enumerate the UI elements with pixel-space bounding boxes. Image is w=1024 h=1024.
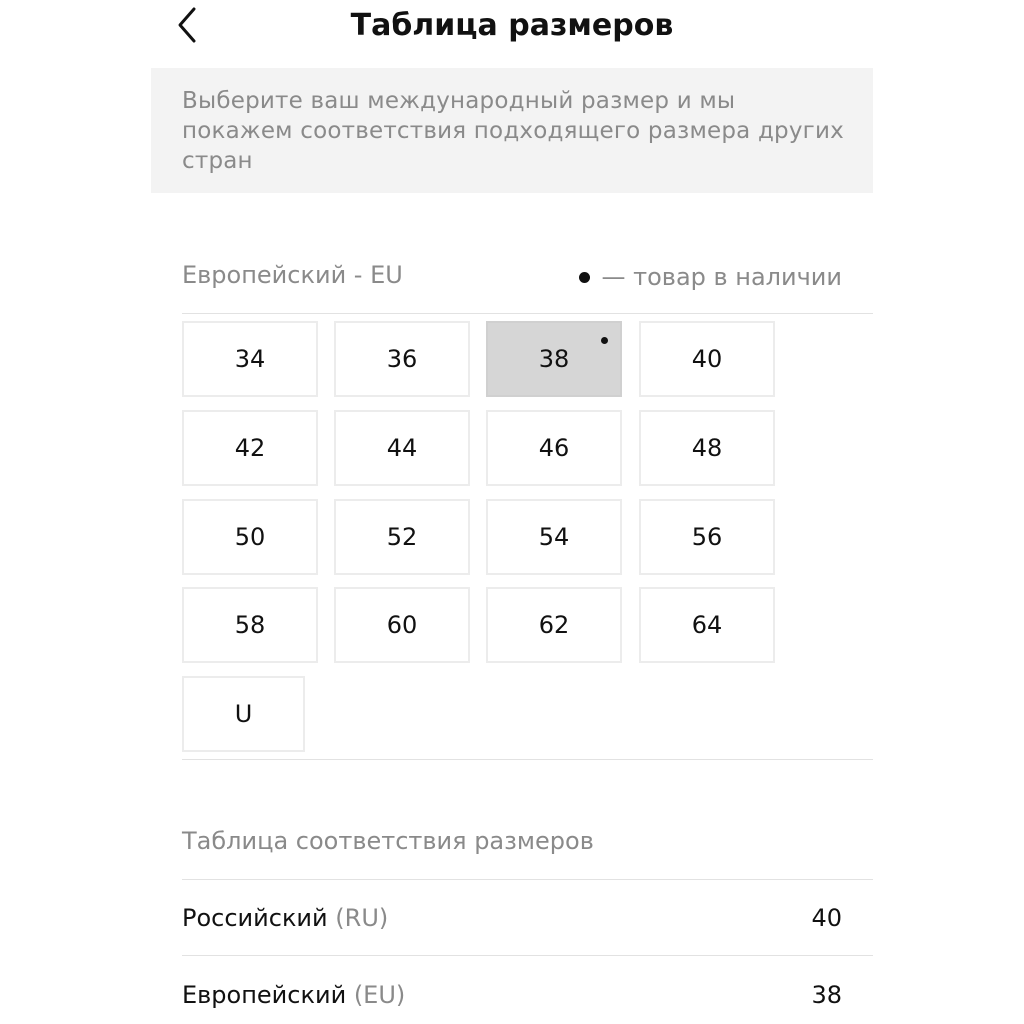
size-option[interactable] <box>182 587 318 663</box>
availability-legend <box>579 259 843 295</box>
info-text: Выберите ваш международный размер и мы покажем соответствия подходящего размера других стран <box>182 88 844 174</box>
size-option-label: 38 <box>538 345 570 373</box>
size-option-label: 34 <box>234 345 266 373</box>
size-option[interactable] <box>182 499 318 575</box>
size-option[interactable] <box>486 410 622 486</box>
size-option[interactable] <box>639 321 775 397</box>
in-stock-dot-icon <box>601 337 608 344</box>
correspondence-title: Таблица соответствия размеров <box>182 827 594 855</box>
size-option[interactable] <box>334 321 470 397</box>
size-option[interactable] <box>182 321 318 397</box>
row-label: Российский <box>182 904 328 932</box>
size-option-label: 36 <box>386 345 418 373</box>
header <box>0 0 1024 56</box>
size-option-label: 62 <box>538 611 570 639</box>
row-code: (EU) <box>353 981 406 1009</box>
size-option-label: 58 <box>234 611 266 639</box>
size-option-label: 50 <box>234 523 266 551</box>
size-option[interactable] <box>334 587 470 663</box>
row-value: 40 <box>811 904 842 932</box>
row-value: 38 <box>811 981 842 1009</box>
size-option-label: 44 <box>386 434 418 462</box>
info-box <box>151 68 873 193</box>
size-option[interactable] <box>486 321 622 397</box>
divider <box>182 759 873 760</box>
size-option[interactable] <box>182 410 318 486</box>
size-option-label: 42 <box>234 434 266 462</box>
size-option-label: 40 <box>691 345 723 373</box>
size-option-label: 48 <box>691 434 723 462</box>
size-option-label: 56 <box>691 523 723 551</box>
availability-legend-text: — товар в наличии <box>601 263 842 291</box>
row-label: Европейский <box>182 981 347 1009</box>
size-option[interactable] <box>486 587 622 663</box>
divider <box>182 879 873 880</box>
size-section-header <box>182 257 842 297</box>
size-option[interactable] <box>639 499 775 575</box>
size-option-label: 52 <box>386 523 418 551</box>
size-option[interactable] <box>486 499 622 575</box>
size-option-label: U <box>234 700 253 728</box>
correspondence-row <box>182 975 842 1015</box>
size-option[interactable] <box>639 410 775 486</box>
size-system-title: Европейский - EU <box>182 261 403 289</box>
size-option[interactable] <box>182 676 305 752</box>
size-option-label: 64 <box>691 611 723 639</box>
correspondence-row <box>182 898 842 938</box>
size-option[interactable] <box>334 499 470 575</box>
divider <box>182 313 873 314</box>
row-code: (RU) <box>335 904 389 932</box>
size-option-label: 54 <box>538 523 570 551</box>
size-option[interactable] <box>334 410 470 486</box>
size-option-label: 60 <box>386 611 418 639</box>
page-title: Таблица размеров <box>350 8 674 43</box>
size-option-label: 46 <box>538 434 570 462</box>
size-option[interactable] <box>639 587 775 663</box>
divider <box>182 955 873 956</box>
in-stock-dot-icon <box>579 272 590 283</box>
